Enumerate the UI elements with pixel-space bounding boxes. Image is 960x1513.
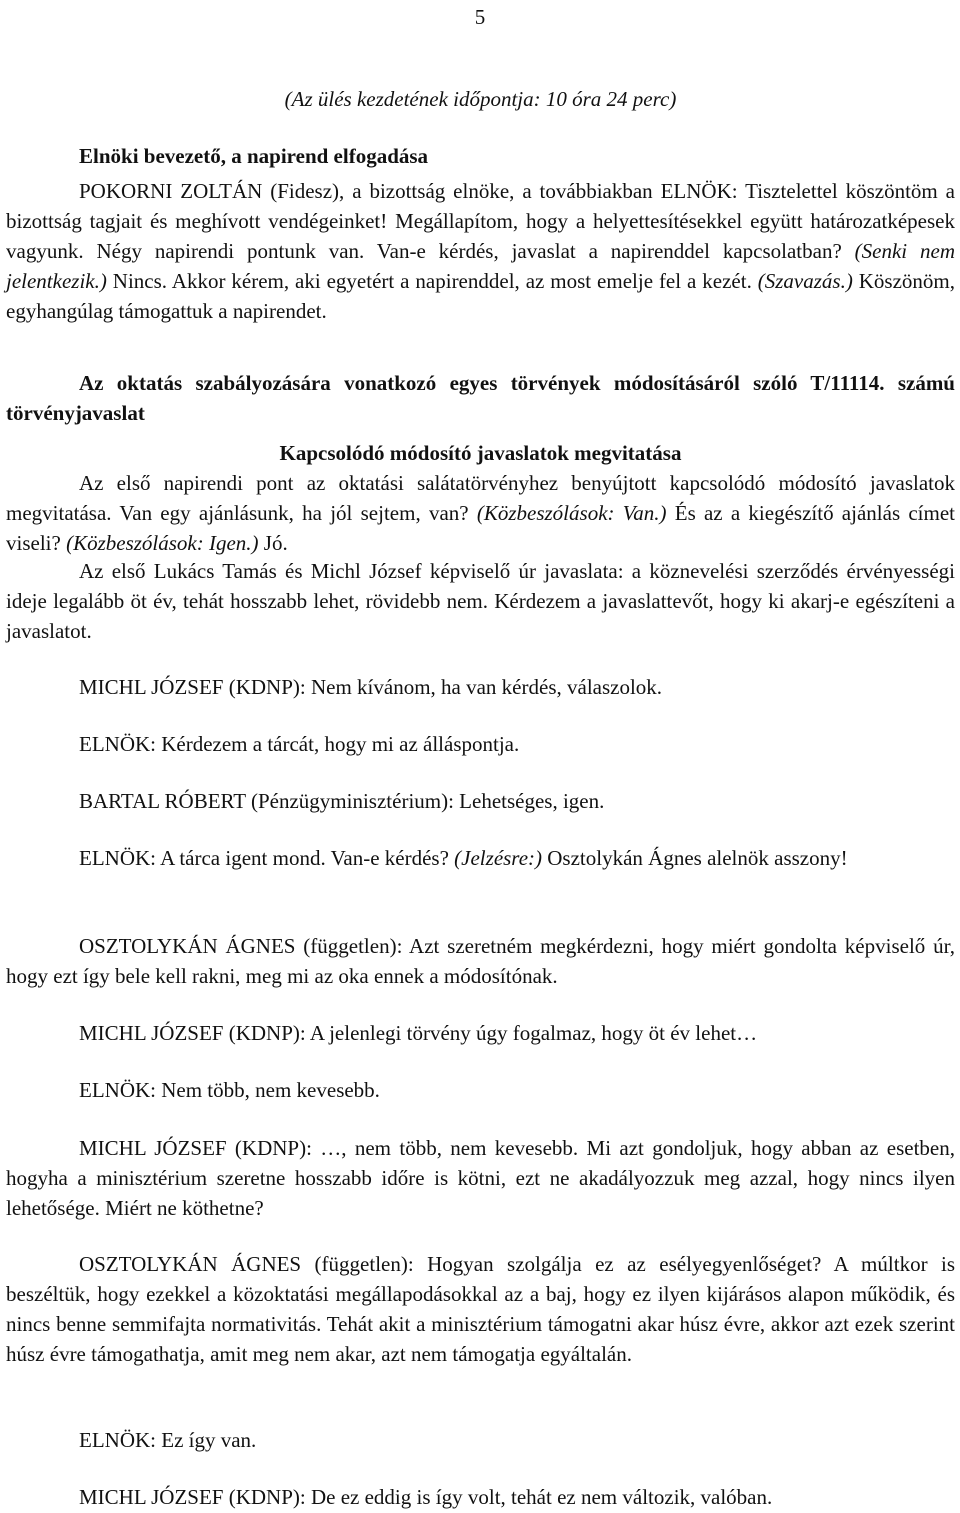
paragraph-agenda-item: Az első napirendi pont az oktatási salátatörvényhez benyújtott kapcsolódó módosító javaslatok megvitatása. Van egy ajánlásunk, ha jól sejtem, van? (Közbeszólások: Van.) És az a kiegészítő ajánlás címet viseli? (Közbeszólások: Igen.) Jó. <box>6 471 955 555</box>
paragraph-speaker: MICHL JÓZSEF (KDNP): …, nem több, nem kevesebb. Mi azt gondoljuk, hogy abban az esetben, hogyha a minisztérium szeretne hosszabb időre is kötni, ezt ne akadályozzuk meg azzal, hogy nincs ilyen lehetősége. Miért ne köthetne? <box>6 1136 955 1220</box>
paragraph-speaker: ELNÖK: Nem több, nem kevesebb. <box>79 1078 380 1102</box>
session-start-note: (Az ülés kezdetének időpontja: 10 óra 24 perc) <box>284 87 677 111</box>
paragraph-chair-opening: POKORNI ZOLTÁN (Fidesz), a bizottság elnöke, a továbbiakban ELNÖK: Tisztelettel köszöntöm a bizottság tagjait és meghívott vendégeinket! Megállapítom, hogy a helyettesítésekkel együtt határozatképesek vagyunk. Négy napirendi pontunk van. Van-e kérdés, javaslat a napirenddel kapcsolatban? (Senki nem jelentkezik.) Nincs. Akkor kérem, aki egyetért a napirenddel, az most emelje fel a kezét. (Szavazás.) Köszönöm, egyhangúlag támogattuk a napirendet. <box>6 179 955 323</box>
paragraph-speaker: MICHL JÓZSEF (KDNP): A jelenlegi törvény úgy fogalmaz, hogy öt év lehet… <box>79 1021 758 1045</box>
paragraph-speaker: ELNÖK: Kérdezem a tárcát, hogy mi az álláspontja. <box>79 732 520 756</box>
paragraph-speaker: MICHL JÓZSEF (KDNP): Nem kívánom, ha van kérdés, válaszolok. <box>79 675 663 699</box>
paragraph-speaker: OSZTOLYKÁN ÁGNES (független): Hogyan szolgálja ez az esélyegyenlőséget? A múltkor is beszéltük, hogy ezekkel a közoktatási megállapodásokkal az a baj, hogy ez ilyen kijárásos alapon működik, és nincs benne semmifajta normativitás. Tehát akit a minisztérium támogatni akar húsz évre, akkor azt ezek szerint húsz évre támogathatja, amit meg nem akar, azt nem támogatja egyáltalán. <box>6 1252 955 1366</box>
page-number: 5 <box>474 5 486 29</box>
section-heading: Elnöki bevezető, a napirend elfogadása <box>79 144 429 168</box>
bill-title: Az oktatás szabályozására vonatkozó egyes törvények módosításáról szóló T/11114. számú törvényjavaslat <box>6 371 955 425</box>
paragraph-speaker: OSZTOLYKÁN ÁGNES (független): Azt szeretném megkérdezni, hogy miért gondolta képviselő úr, hogy ezt így bele kell rakni, meg mi az oka ennek a módosítónak. <box>6 934 955 988</box>
paragraph-speaker: ELNÖK: A tárca igent mond. Van-e kérdés? (Jelzésre:) Osztolykán Ágnes alelnök asszony! <box>79 846 848 870</box>
paragraph-proposal: Az első Lukács Tamás és Michl József képviselő úr javaslata: a köznevelési szerződés érvényességi ideje legalább öt év, tehát hosszabb lehet, rövidebb nem. Kérdezem a javaslattevőt, hogy ki akarj-e egészíteni a javaslatot. <box>6 559 955 643</box>
paragraph-speaker: ELNÖK: Ez így van. <box>79 1428 257 1452</box>
paragraph-speaker: BARTAL RÓBERT (Pénzügyminisztérium): Lehetséges, igen. <box>79 789 605 813</box>
subheading: Kapcsolódó módosító javaslatok megvitatása <box>279 441 682 465</box>
paragraph-speaker: MICHL JÓZSEF (KDNP): De ez eddig is így volt, tehát ez nem változik, valóban. <box>79 1485 773 1509</box>
